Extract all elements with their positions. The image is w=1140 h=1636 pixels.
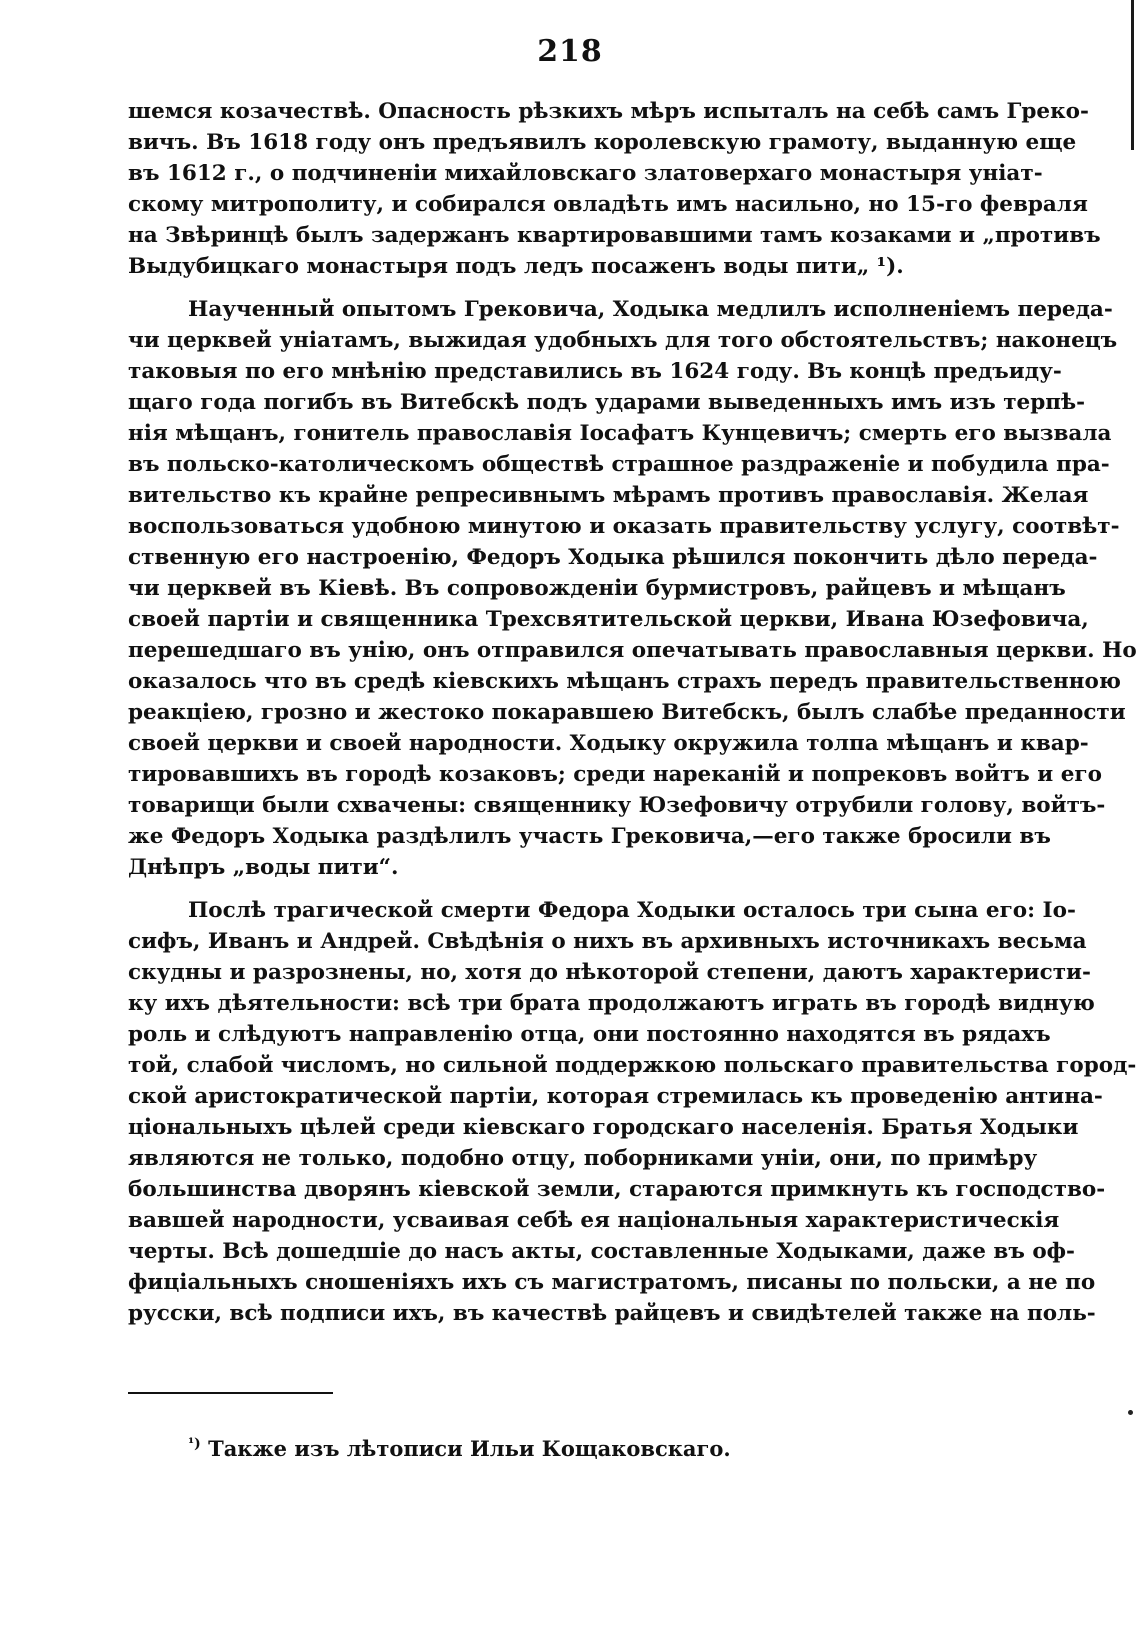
text-line: оказалось что въ средѣ кіевскихъ мѣщанъ страхъ передъ правительственною <box>128 669 1121 694</box>
text-line: Выдубицкаго монастыря подъ ледъ посаженъ воды пити„ ¹). <box>128 254 904 279</box>
text-line: своей партіи и священника Трехсвятительской церкви, Ивана Юзефовича, <box>128 607 1089 632</box>
footnote-marker: ¹) <box>188 1436 201 1452</box>
text-line: той, слабой числомъ, но сильной поддержкою польскаго правительства город- <box>128 1053 1137 1078</box>
footnote <box>188 1434 731 1464</box>
text-line: нія мѣщанъ, гонитель православія Іосафатъ Кунцевичъ; смерть его вызвала <box>128 421 1112 446</box>
text-line: таковыя по его мнѣнію представились въ 1624 году. Въ концѣ предъиду- <box>128 359 1062 384</box>
text-line: ской аристократической партіи, которая стремилась къ проведенію антина- <box>128 1084 1103 1109</box>
body-text <box>128 96 1137 1341</box>
text-line: чи церквей уніатамъ, выжидая удобныхъ для того обстоятельствъ; наконецъ <box>128 328 1118 353</box>
text-line: являются не только, подобно отцу, поборниками уніи, они, по примѣру <box>128 1146 1038 1171</box>
text-line: товарищи были схвачены: священнику Юзефовичу отрубили голову, войтъ- <box>128 793 1106 818</box>
text-line: ціональныхъ цѣлей среди кіевскаго городскаго населенія. Братья Ходыки <box>128 1115 1079 1140</box>
text-line: Послѣ трагической смерти Федора Ходыки осталось три сына его: Іо- <box>188 898 1076 923</box>
text-line: большинства дворянъ кіевской земли, стараются примкнуть къ господство- <box>128 1177 1106 1202</box>
text-line: черты. Всѣ дошедшіе до насъ акты, составленные Ходыками, даже въ оф- <box>128 1239 1075 1264</box>
paragraph-1 <box>128 96 1101 282</box>
text-line: сифъ, Иванъ и Андрей. Свѣдѣнія о нихъ въ архивныхъ источникахъ весьма <box>128 929 1087 954</box>
text-line: чи церквей въ Кіевѣ. Въ сопровожденіи бурмистровъ, райцевъ и мѣщанъ <box>128 576 1066 601</box>
text-line: Днѣпръ „воды пити“. <box>128 855 399 880</box>
text-line: тировавшихъ въ городѣ козаковъ; среди нареканій и попрековъ войтъ и его <box>128 762 1102 787</box>
text-line: ку ихъ дѣятельности: всѣ три брата продолжаютъ играть въ городѣ видную <box>128 991 1095 1016</box>
footnote-text: Также изъ лѣтописи Ильи Кощаковскаго. <box>208 1436 731 1461</box>
text-line: роль и слѣдуютъ направленію отца, они постоянно находятся въ рядахъ <box>128 1022 1051 1047</box>
paragraph-2 <box>128 294 1137 883</box>
text-line: перешедшаго въ унію, онъ отправился опечатывать православныя церкви. Но <box>128 638 1137 663</box>
scan-dust-mark <box>1128 1410 1133 1415</box>
footnote-divider <box>128 1392 333 1394</box>
text-line: въ польско-католическомъ обществѣ страшное раздраженіе и побудила пра- <box>128 452 1110 477</box>
text-line: русски, всѣ подписи ихъ, въ качествѣ райцевъ и свидѣтелей также на поль- <box>128 1301 1096 1326</box>
text-line: вичъ. Въ 1618 году онъ предъявилъ королевскую грамоту, выданную еще <box>128 130 1077 155</box>
text-line: же Федоръ Ходыка раздѣлилъ участь Грековича,—его также бросили въ <box>128 824 1051 849</box>
paragraph-3 <box>128 895 1137 1329</box>
text-line: фиціальныхъ сношеніяхъ ихъ съ магистратомъ, писаны по польски, а не по <box>128 1270 1096 1295</box>
text-line: на Звѣринцѣ былъ задержанъ квартировавшими тамъ козаками и „противъ <box>128 223 1101 248</box>
text-line: ственную его настроенію, Федоръ Ходыка рѣшился покончить дѣло переда- <box>128 545 1098 570</box>
text-line: своей церкви и своей народности. Ходыку окружила толпа мѣщанъ и квар- <box>128 731 1089 756</box>
page-number: 218 <box>537 34 603 69</box>
text-line: въ 1612 г., о подчиненіи михайловскаго златоверхаго монастыря уніат- <box>128 161 1043 186</box>
text-line: реакціею, грозно и жестоко покаравшею Витебскъ, былъ слабѣе преданности <box>128 700 1126 725</box>
text-line: шемся козачествѣ. Опасность рѣзкихъ мѣръ испыталъ на себѣ самъ Греко- <box>128 99 1089 124</box>
text-line: скому митрополиту, и собирался овладѣть имъ насильно, но 15-го февраля <box>128 192 1088 217</box>
text-line: вительство къ крайне репресивнымъ мѣрамъ противъ православія. Желая <box>128 483 1089 508</box>
scan-edge-mark <box>1131 0 1134 150</box>
text-line: щаго года погибъ въ Витебскѣ подъ ударами выведенныхъ имъ изъ терпѣ- <box>128 390 1086 415</box>
text-line: воспользоваться удобною минутою и оказать правительству услугу, соотвѣт- <box>128 514 1120 539</box>
text-line: скудны и разрознены, но, хотя до нѣкоторой степени, даютъ характеристи- <box>128 960 1091 985</box>
text-line: Наученный опытомъ Грековича, Ходыка медлилъ исполненіемъ переда- <box>188 297 1113 322</box>
text-line: вавшей народности, усваивая себѣ ея національныя характеристическія <box>128 1208 1060 1233</box>
